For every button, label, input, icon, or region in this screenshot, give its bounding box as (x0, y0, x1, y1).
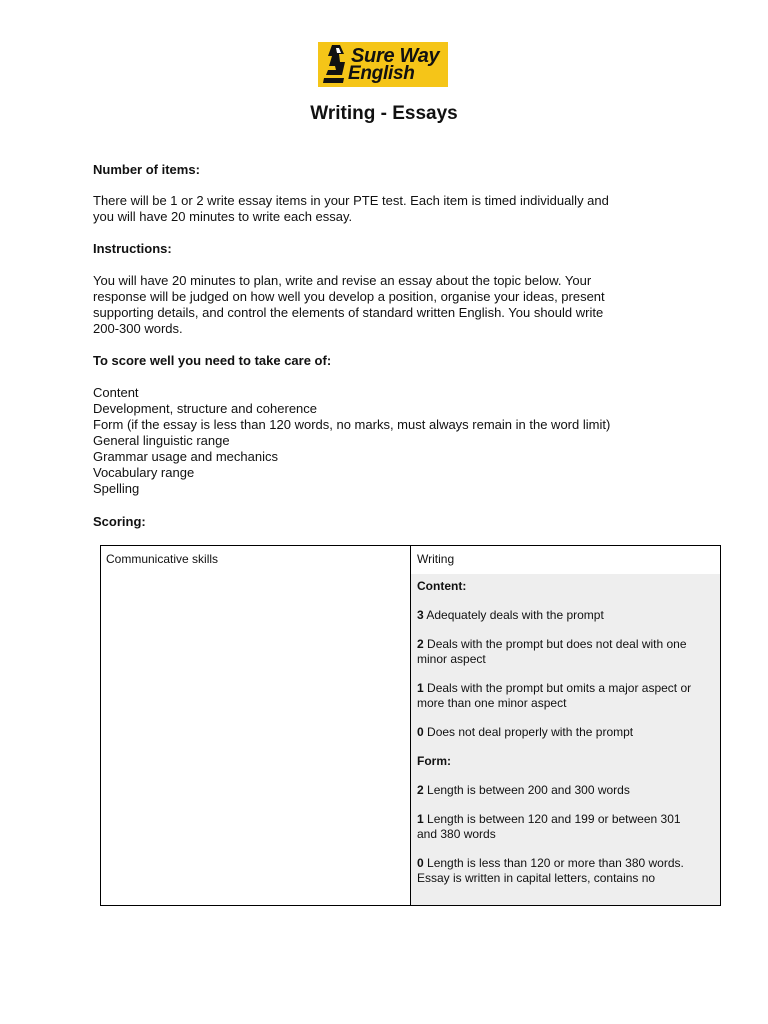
content-score-0 (417, 725, 717, 740)
table-header-writing: Writing (417, 552, 455, 566)
list-item: Grammar usage and mechanics (93, 449, 278, 464)
score-number: 3 (417, 608, 424, 622)
score-number: 0 (417, 725, 424, 739)
items-text-line1: There will be 1 or 2 write essay items in your PTE test. Each item is timed individually and (93, 193, 609, 208)
list-item: Spelling (93, 481, 140, 496)
page-title: Writing - Essays (310, 103, 458, 124)
score-criteria-list (93, 385, 610, 497)
content-score-3 (417, 608, 717, 623)
writing-criteria-cell (417, 579, 717, 886)
scoring-table (100, 545, 721, 906)
score-number: 2 (417, 637, 424, 651)
score-description: Length is less than 120 or more than 380 words. (423, 856, 684, 870)
items-text-line2: you will have 20 minutes to write each essay. (93, 209, 353, 224)
scoring-heading: Scoring: (93, 514, 146, 529)
form-score-0 (417, 856, 717, 886)
form-subheading: Form: (417, 754, 451, 768)
score-description-cont: minor aspect (417, 652, 486, 666)
score-number: 1 (417, 812, 424, 826)
list-item: Content (93, 385, 139, 400)
score-description: Deals with the prompt but omits a major aspect or (423, 681, 692, 695)
score-description: Does not deal properly with the prompt (423, 725, 634, 739)
sure-way-english-logo (318, 42, 448, 87)
content-score-2 (417, 637, 717, 667)
instructions-text-line4: 200-300 words. (93, 321, 183, 336)
list-item: Form (if the essay is less than 120 words, no marks, must always remain in the word limit) (93, 417, 611, 432)
score-description: Deals with the prompt but does not deal with one (423, 637, 687, 651)
score-description-cont: and 380 words (417, 827, 496, 841)
score-description-cont: more than one minor aspect (417, 696, 567, 710)
score-heading: To score well you need to take care of: (93, 353, 332, 368)
instructions-heading: Instructions: (93, 241, 172, 256)
score-number: 2 (417, 783, 424, 797)
score-number: 0 (417, 856, 424, 870)
instructions-text-line3: supporting details, and control the elements of standard written English. You should write (93, 305, 604, 320)
list-item: General linguistic range (93, 433, 230, 448)
list-item: Development, structure and coherence (93, 401, 318, 416)
table-header-communicative-skills: Communicative skills (106, 552, 219, 566)
score-number: 1 (417, 681, 424, 695)
content-subheading: Content: (417, 579, 467, 593)
content-score-1 (417, 681, 717, 711)
logo-text-line1: Sure Way (351, 45, 440, 67)
logo-text-line2: English (348, 63, 415, 84)
score-description: Adequately deals with the prompt (423, 608, 604, 622)
items-heading: Number of items: (93, 162, 200, 177)
instructions-text-line1: You will have 20 minutes to plan, write and revise an essay about the topic below. Your (93, 273, 592, 288)
score-description-cont: Essay is written in capital letters, contains no (417, 871, 656, 885)
list-item: Vocabulary range (93, 465, 195, 480)
form-score-1 (417, 812, 717, 842)
form-score-2 (417, 783, 717, 798)
score-description: Length is between 120 and 199 or between 301 (423, 812, 681, 826)
instructions-text-line2: response will be judged on how well you develop a position, organise your ideas, present (93, 289, 605, 304)
score-description: Length is between 200 and 300 words (423, 783, 630, 797)
